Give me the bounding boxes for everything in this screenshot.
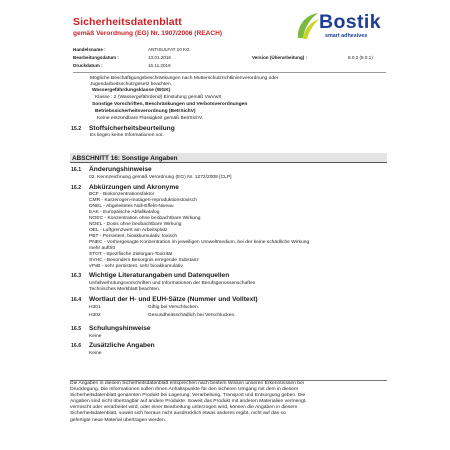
section-16-3-title: Wichtige Literaturangaben und Datenquellen (89, 272, 230, 279)
section-15-2-text: Es liegen keine Informationen vor. (90, 133, 164, 138)
betrsichv-text: Keine entzündbare Flüssigkeit gemäß BetrSichV. (97, 116, 204, 121)
section-15-2-title: Stoffsicherheitsbeurteilung (89, 125, 175, 132)
betrsichv-heading: Betriebssicherheitsverordnung (BetrSichV) (95, 109, 196, 114)
section-16-5-text: Keine (89, 334, 102, 339)
h-text: Giftig bei Verschlucken. (148, 305, 200, 310)
abbreviation-line: STOT - Spezifische Zielorgan-Toxizität (89, 252, 173, 257)
header-divider (73, 72, 386, 73)
abbreviation-line: DNEL - Abgeleitetes Null-Effekt-Niveau (89, 204, 174, 209)
disclaimer-line: vermischt oder verarbeitet wird, oder einer Bearbeitung unterzogen wird, können die Angaben in diesem (70, 405, 298, 411)
version-label: Version (Überarbeitung) : (252, 55, 308, 60)
section-16-2-title: Abkürzungen und Akronyme (89, 184, 179, 191)
processing-date-label: Bearbeitungsdatum : (73, 55, 119, 60)
disclaimer-line: Drucklegung. Die Informationen sollen Ihnen Anhaltspunkte für den sicheren Umgang mit dem in diesem (70, 387, 299, 393)
section-16-6-text: Keine (89, 351, 102, 356)
h-code: H302 (89, 313, 101, 318)
wgk-heading: Wassergefährdungsklasse (WGK) (92, 88, 171, 93)
literature-line: Unfallverhütungsvorschriften und Informationen der Berufsgenossenschaften (89, 281, 256, 286)
abbreviation-line: EAK - Europäische Abfallkatalog (89, 210, 160, 215)
section-16-heading: ABSCHNITT 16: Sonstige Angaben (72, 154, 178, 162)
trade-name-label: Handelsname : (73, 47, 106, 52)
disclaimer-line: Die Angaben in diesem Sicherheitsdatenblatt entsprechen nach bestem Wissen unseren Erkenntnissen bei (70, 381, 304, 386)
print-date-value: 16.11.2016 (148, 63, 171, 68)
restriction-line-2: Jugendarbeitsschutzgesetz beachten. (90, 82, 173, 87)
abbreviation-line: mehr auftritt (89, 246, 116, 251)
leaf-logo-icon (295, 11, 321, 41)
section-16-band (70, 153, 387, 162)
logo-wordmark: Bostik (319, 11, 381, 33)
regulations-heading: Sonstige Vorschriften, Beschränkungen und Verbotsverordnungen (92, 102, 248, 107)
abbreviation-line: NOEC - Konzentration ohne beobachtbare Wirkung (89, 216, 201, 221)
section-16-3-number: 16.3 (71, 273, 82, 279)
abbreviation-line: PNEC - Vorhergesagte Konzentration im jeweiligen Umweltmedium, bei der keine schädliche Wirkung (89, 240, 310, 245)
abbreviation-line: PBT - Persistent, bioakkumulativ, toxisch (89, 234, 178, 239)
disclaimer (70, 381, 388, 424)
abbreviation-line: NOEL - Dosis ohne beobachtbare Wirkung (89, 222, 182, 227)
section-16-1-title: Änderungshinweise (89, 166, 152, 173)
bostik-logo (295, 11, 385, 45)
disclaimer-line: Angaben sind nicht übertragbar auf andere Produkte. Soweit das Produkt mit anderen Materialien vermengt, (70, 399, 307, 405)
section-15-2-number: 15.2 (71, 126, 82, 132)
restriction-line-1: Mögliche Beschäftigungsbeschränkungen nach Mutterschutzrichtlinienverordnung oder (90, 76, 279, 81)
disclaimer-line: gefertigte neue Material übertragen werden. (70, 417, 167, 423)
disclaimer-line: Sicherheitsdatenblatt, soweit sich hieraus nicht ausdrücklich etwas anderes ergibt, nicht auf das so (70, 411, 286, 417)
version-value: 8.0.2 (8.0.1) (348, 55, 373, 60)
section-16-2-number: 16.2 (71, 185, 82, 191)
section-16-6-title: Zusätzliche Angaben (89, 342, 155, 349)
h-code: H301 (89, 305, 101, 310)
abbreviation-line: SVHC - Besonders Besorgnis erregende Substanz (89, 258, 199, 263)
section-16-5-title: Schulungshinweise (89, 325, 151, 332)
trade-name-value: ANTISULFAT 10 KG (148, 47, 190, 52)
section-16-6-number: 16.6 (71, 343, 82, 349)
section-16-1-number: 16.1 (71, 167, 82, 173)
disclaimer-line: Sicherheitsdatenblatt genannten Produkt bei Lagerung, Verarbeitung, Transport und Entsorgung geben. Die (70, 393, 306, 399)
abbreviation-line: vPvB - sehr persistent, sehr bioakkumulativ (89, 264, 183, 269)
h-text: Gesundheitsschädlich bei Verschlucken. (148, 313, 236, 318)
section-16-underline (70, 162, 387, 163)
section-16-4-number: 16.4 (71, 297, 82, 303)
print-date-label: Druckdatum : (73, 63, 103, 68)
logo-tagline: smart adhesives (325, 33, 368, 39)
abbreviation-line: CMR - Karzerogen-mutagen-reproduktionstoxisch (89, 198, 197, 203)
document-title: Sicherheitsdatenblatt (73, 16, 182, 28)
abbreviation-line: OEL - Luftgrenzwert am Arbeitsplatz (89, 228, 168, 233)
processing-date-value: 13.01.2016 (148, 55, 171, 60)
abbreviation-line: BCF - Biokonzentrationsfaktor (89, 192, 155, 197)
section-16-1-text: 02. Kennzeichnung gemäß Verordnung (EG) Nr. 1272/2008 [CLP] (89, 175, 232, 180)
literature-line: Technisches Merkblatt beachten. (89, 287, 161, 292)
section-16-4-title: Wortlaut der H- und EUH-Sätze (Nummer und Volltext) (89, 296, 258, 303)
section-16-5-number: 16.5 (71, 326, 82, 332)
document-subtitle: gemäß Verordnung (EG) Nr. 1907/2006 (REACH) (73, 30, 223, 37)
wgk-text: Klasse : 2 (Wassergefährdend) Einstufung gemäß VwVwS (95, 95, 222, 100)
